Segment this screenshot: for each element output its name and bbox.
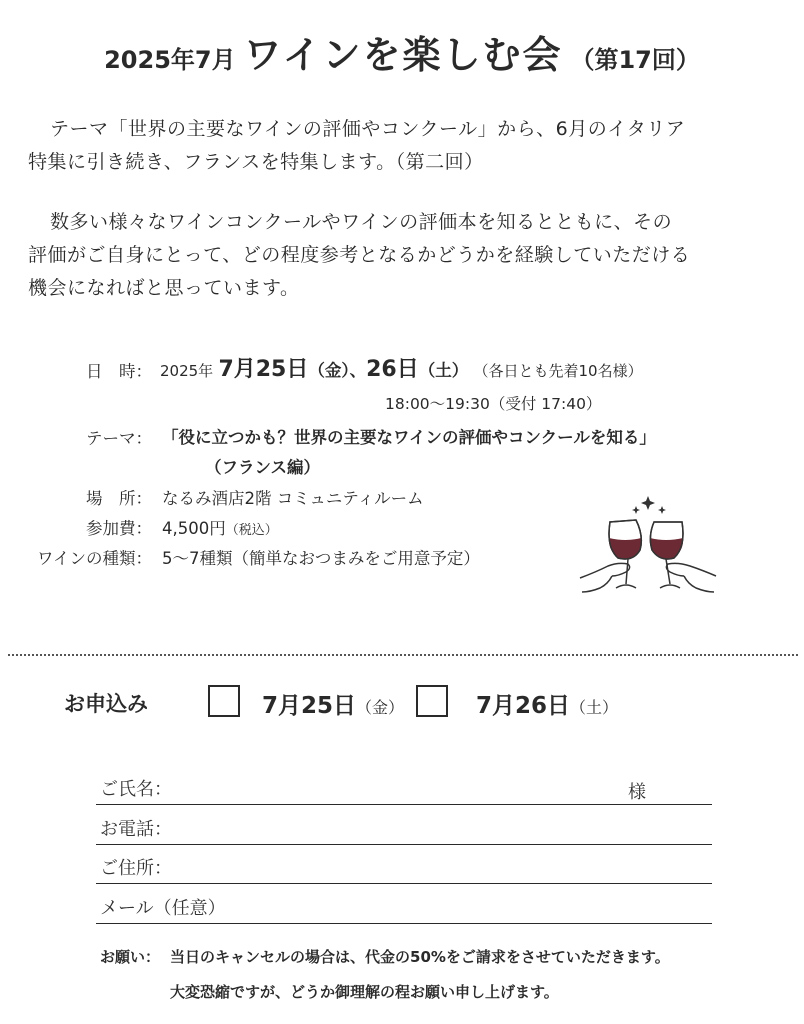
event-day-1: （金） — [308, 361, 350, 380]
intro-p2-line3: 機会になればと思っています。 — [28, 277, 300, 299]
address-field-line[interactable] — [96, 883, 712, 884]
event-date-2: 26日 — [366, 357, 419, 382]
theme-line-2: （フランス編） — [205, 458, 321, 477]
name-field-label: ご氏名： — [100, 779, 172, 800]
request-label: お願い： — [100, 948, 161, 966]
event-day-2: （土） — [418, 361, 469, 380]
email-field-label: メール（任意） — [100, 898, 226, 919]
theme-label: テーマ： — [86, 429, 152, 448]
fee-value — [162, 515, 278, 539]
request-line-2: 大変恐縮ですが、どうか御理解の程お願い申し上げます。 — [170, 983, 559, 1001]
venue-label: 場 所： — [86, 489, 152, 508]
event-time: 18:00〜19:30（受付 17:40） — [385, 395, 602, 413]
intro-p1-line1: テーマ「世界の主要なワインの評価やコンクール」から、6月のイタリア — [50, 118, 686, 140]
datetime-label: 日 時： — [86, 362, 152, 381]
phone-field-line[interactable] — [96, 844, 712, 845]
fee-label: 参加費： — [86, 519, 152, 538]
request-line-1: 当日のキャンセルの場合は、代金の50%をご請求をさせていただきます。 — [170, 948, 670, 966]
venue-value: なるみ酒店2階 コミュニティルーム — [162, 489, 424, 508]
name-field-line[interactable] — [96, 804, 712, 805]
page-title — [0, 24, 804, 79]
option-july-25 — [262, 687, 404, 720]
wines-label: ワインの種類： — [36, 549, 152, 568]
intro-p1-line2: 特集に引き続き、フランスを特集します。（第二回） — [28, 151, 484, 173]
option-day-2: （土） — [570, 698, 619, 717]
capacity-note: （各日とも先着10名様） — [473, 362, 643, 380]
datetime-value — [160, 352, 643, 383]
event-date-1: 7月25日 — [218, 357, 309, 382]
wine-toast-illustration — [578, 492, 718, 602]
intro-p2-line2: 評価がご自身にとって、どの程度参考となるかどうかを経験していただける — [28, 244, 691, 266]
address-field-label: ご住所： — [100, 858, 172, 879]
event-year: 2025年 — [160, 362, 214, 380]
option-date-2: 7月26日 — [476, 693, 571, 719]
title-main: ワインを楽しむ会 — [243, 33, 563, 77]
title-suffix: （第17回） — [570, 46, 700, 74]
wines-value: 5〜7種類（簡単なおつまみをご用意予定） — [162, 549, 480, 568]
name-honorific: 様 — [628, 782, 646, 803]
option-date-1: 7月25日 — [262, 693, 357, 719]
option-july-26 — [476, 687, 618, 720]
application-label: お申込み — [64, 692, 148, 716]
date-separator: 、 — [349, 361, 367, 380]
email-field-line[interactable] — [96, 923, 712, 924]
fee-amount: 4,500円 — [162, 519, 226, 538]
checkbox-july-25[interactable] — [208, 685, 240, 717]
checkbox-july-26[interactable] — [416, 685, 448, 717]
theme-line-1: 「役に立つかも？世界の主要なワインの評価やコンクールを知る」 — [162, 428, 656, 447]
fee-tax-note: （税込） — [225, 523, 278, 538]
phone-field-label: お電話： — [100, 819, 172, 840]
cut-line-divider — [8, 654, 798, 656]
intro-p2-line1: 数多い様々なワインコンクールやワインの評価本を知るとともに、その — [50, 211, 673, 233]
option-day-1: （金） — [356, 698, 405, 717]
title-prefix: 2025年7月 — [104, 46, 236, 74]
